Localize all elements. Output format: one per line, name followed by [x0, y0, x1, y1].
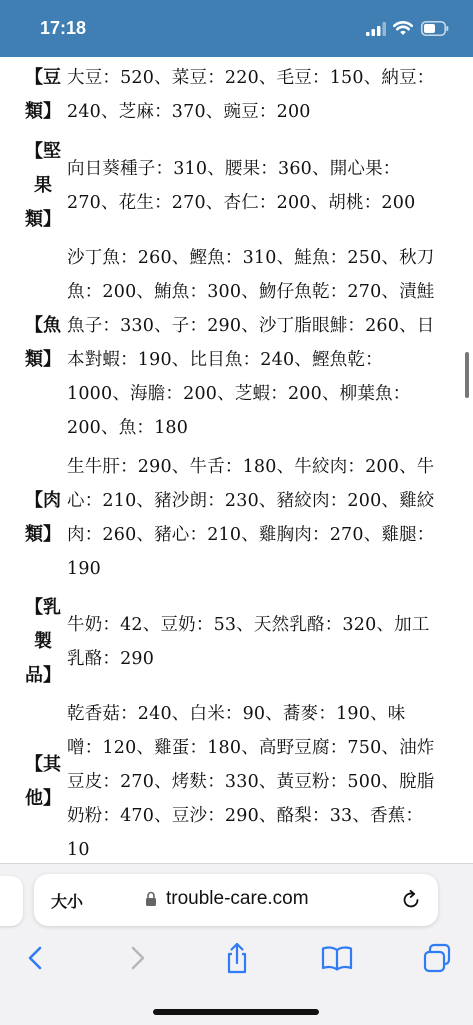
section-items: 生牛肝：290、牛舌：180、牛絞肉：200、牛心：210、豬沙朗：230、豬絞肉：200、雞絞肉：260、豬心：210、雞胸肉：270、雞腿：190: [67, 457, 435, 579]
status-time: 17:18: [40, 18, 87, 38]
address-bar[interactable]: [34, 874, 438, 926]
cellular-signal-icon: [366, 22, 386, 36]
text-size-button[interactable]: 大小: [51, 894, 84, 911]
section-items: 乾香菇：240、白米：90、蕎麥：190、味噌：120、雞蛋：180、高野豆腐：750、油炸豆皮：270、烤麩：330、黃豆粉：500、脫脂奶粉：470、豆沙：290、酪梨：33、香蕉：10: [67, 704, 435, 860]
section-items: 向日葵種子：310、腰果：360、開心果：270、花生：270、杏仁：200、胡桃：200: [67, 159, 416, 213]
home-indicator[interactable]: [153, 1009, 319, 1015]
status-bar: [0, 0, 473, 57]
wifi-icon: [393, 19, 413, 36]
section-items: 沙丁魚：260、鰹魚：310、鮭魚：250、秋刀魚：200、鮪魚：300、魩仔魚乾：270、漬鮭魚子：330、子：290、沙丁脂眼鯡：260、日本對蝦：190、比目魚：240、鰹魚乾：1000、海膽：200、芝蝦：200、柳葉魚：200、魚：180: [67, 248, 435, 438]
share-icon[interactable]: [220, 941, 254, 975]
tabs-icon[interactable]: [420, 941, 454, 975]
url-text[interactable]: trouble-care.com: [166, 888, 309, 909]
category-label: 【堅 果 類】: [25, 141, 61, 230]
scroll-indicator[interactable]: [465, 352, 469, 398]
section-items: 牛奶：42、豆奶：53、天然乳酪：320、加工乳酪：290: [67, 615, 430, 669]
category-label: 【豆 類】: [25, 67, 61, 122]
battery-icon: [421, 21, 449, 36]
forward-icon[interactable]: [120, 941, 154, 975]
section-items: 大豆：520、菜豆：220、毛豆：150、納豆：240、芝麻：370、豌豆：200: [67, 68, 435, 122]
previous-tab-preview[interactable]: [0, 876, 23, 926]
page-content: [0, 57, 473, 863]
category-label: 【其 他】: [25, 754, 61, 809]
category-label: 【魚 類】: [25, 315, 61, 370]
category-label: 【乳 製 品】: [25, 597, 61, 686]
category-label: 【肉 類】: [25, 490, 61, 545]
lock-icon: [145, 891, 157, 907]
bookmarks-icon[interactable]: [320, 941, 354, 975]
browser-toolbar: [0, 863, 473, 1025]
reload-icon[interactable]: [400, 889, 422, 911]
back-icon[interactable]: [19, 941, 53, 975]
